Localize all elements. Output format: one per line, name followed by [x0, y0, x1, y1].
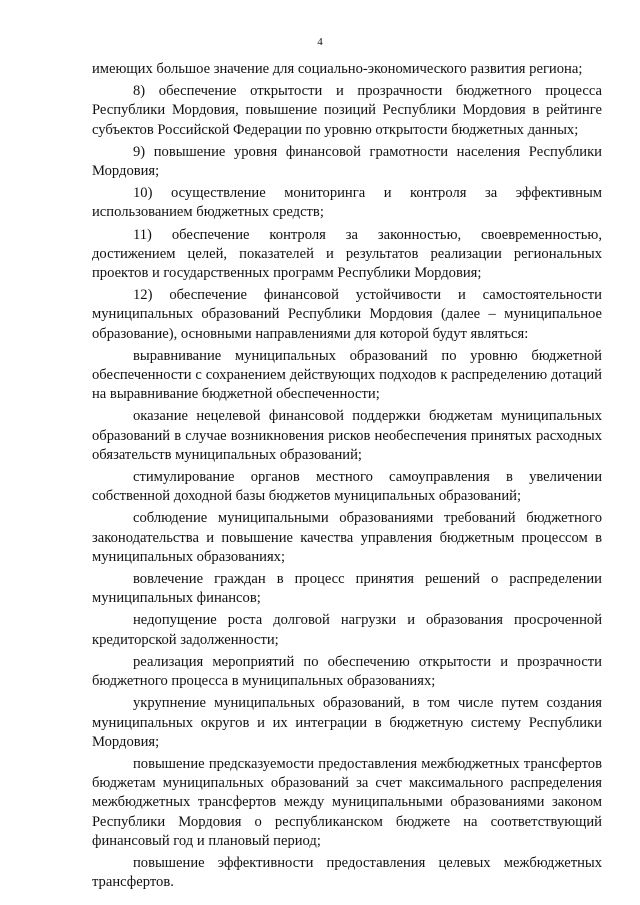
- paragraph-item-11: 11) обеспечение контроля за законностью, своевременностью, достижением целей, показателей и результатов реализации региональных проектов и государственных программ Республики Мордовия;: [92, 226, 602, 282]
- document-body: [92, 60, 602, 892]
- subparagraph-transparency: реализация мероприятий по обеспечению открытости и прозрачности бюджетного процесса в муниципальных образованиях;: [92, 653, 602, 690]
- paragraph-item-12: 12) обеспечение финансовой устойчивости и самостоятельности муниципальных образований Республики Мордовия (далее – муниципальное образование), основными направлениями для которой будут являться:: [92, 287, 602, 342]
- subparagraph-citizen-involvement: вовлечение граждан в процесс принятия решений о распределении муниципальных финансов;: [92, 571, 602, 607]
- subparagraph-stimulation: стимулирование органов местного самоуправления в увеличении собственной доходной базы бюджетов муниципальных образований;: [92, 469, 602, 505]
- subparagraph-equalization: выравнивание муниципальных образований по уровню бюджетной обеспеченности с сохранением действующих подходов к распределению дотаций на выравнивание бюджетной обеспеченности;: [92, 347, 602, 403]
- paragraph-item-8: 8) обеспечение открытости и прозрачности бюджетного процесса Республики Мордовия, повышение позиций Республики Мордовия в рейтинге субъектов Российской Федерации по уровню открытости бюджетных данных;: [92, 83, 602, 138]
- paragraph-continuation: имеющих большое значение для социально-экономического развития региона;: [92, 61, 583, 77]
- paragraph-item-9: 9) повышение уровня финансовой грамотности населения Республики Мордовия;: [92, 143, 602, 180]
- subparagraph-compliance: соблюдение муниципальными образованиями требований бюджетного законодательства и повышение качества управления бюджетным процессом в муниципальных образованиях;: [92, 510, 602, 565]
- subparagraph-efficiency: повышение эффективности предоставления целевых межбюджетных трансфертов.: [92, 854, 602, 891]
- page-number: 4: [317, 36, 323, 48]
- subparagraph-financial-support: оказание нецелевой финансовой поддержки бюджетам муниципальных образований в случае возникновения рисков необеспечения принятых расходных обязательств муниципальных образований;: [92, 408, 602, 463]
- subparagraph-consolidation: укрупнение муниципальных образований, в том числе путем создания муниципальных округов и их интеграции в бюджетную систему Республики Мордовия;: [92, 695, 602, 750]
- subparagraph-predictability: повышение предсказуемости предоставления межбюджетных трансфертов бюджетам муниципальных образований за счет максимального распределения межбюджетных трансфертов между муниципальными образованиями законом Республики Мордовия о республиканском бюджете на соответствующий финансовый год и плановый период;: [92, 755, 602, 849]
- subparagraph-debt: недопущение роста долговой нагрузки и образования просроченной кредиторской задолженности;: [92, 612, 602, 648]
- paragraph-item-10: 10) осуществление мониторинга и контроля за эффективным использованием бюджетных средств;: [92, 185, 602, 221]
